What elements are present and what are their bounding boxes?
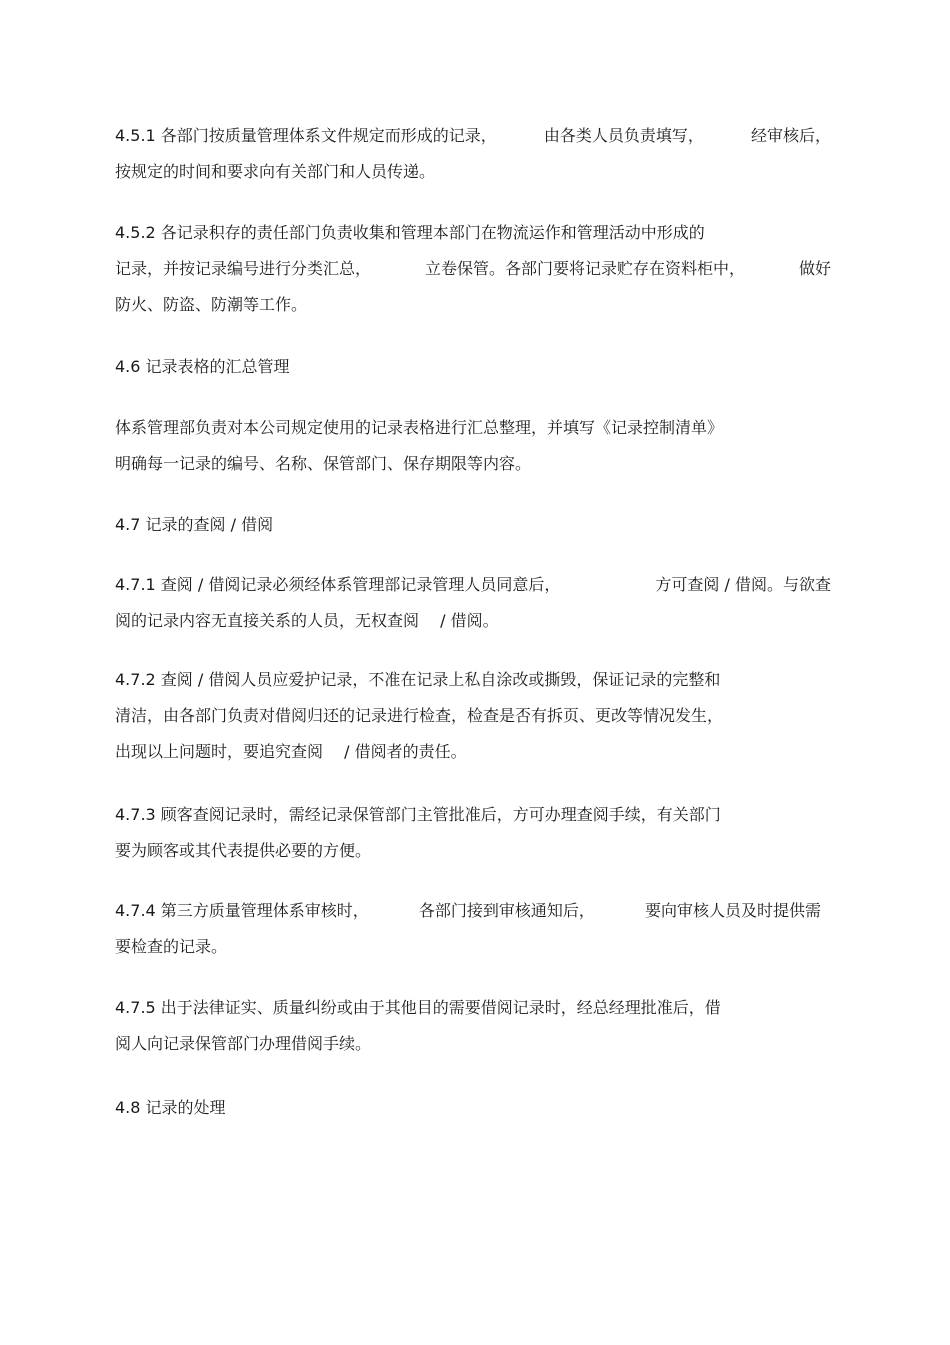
paragraph-4-7-1: [115, 567, 835, 639]
section-heading-4-6: [115, 349, 835, 385]
paragraph-4-7-2: [115, 662, 835, 770]
text-line: 4.5.2 各记录积存的责任部门负责收集和管理本部门在物流运作和管理活动中形成的: [115, 223, 705, 242]
text-line: 防火、防盗、防潮等工作。: [115, 295, 308, 314]
text-line: 由各类人员负责填写，: [543, 126, 704, 145]
paragraph-4-5-2: [115, 215, 835, 323]
text-line: 4.7.4 第三方质量管理体系审核时，: [115, 901, 369, 920]
section-heading-4-8: [115, 1090, 835, 1126]
text-line: 方可查阅 / 借阅。与欲查: [655, 575, 831, 594]
text-line: 4.7.1 查阅 / 借阅记录必须经体系管理部记录管理人员同意后，: [115, 575, 561, 594]
text-line: 要为顾客或其代表提供必要的方便。: [115, 841, 372, 860]
text-line: 4.5.1 各部门按质量管理体系文件规定而形成的记录，: [115, 126, 497, 145]
paragraph-4-5-1: [115, 118, 835, 190]
text-line: 做好: [798, 259, 831, 278]
text-line: 要向审核人员及时提供需: [644, 901, 821, 920]
text-line: 4.7.3 顾客查阅记录时，需经记录保管部门主管批准后，方可办理查阅手续，有关部门: [115, 805, 721, 824]
text-line: 各部门接到审核通知后，: [418, 901, 595, 920]
paragraph-4-7-3: [115, 797, 835, 869]
text-line: 记录，并按记录编号进行分类汇总，: [115, 259, 372, 278]
text-line: 清洁，由各部门负责对借阅归还的记录进行检查，检查是否有拆页、更改等情况发生，: [115, 706, 724, 725]
text-line: 阅的记录内容无直接关系的人员，无权查阅 / 借阅。: [115, 611, 499, 630]
text-line: 经审核后，: [750, 126, 831, 145]
text-line: 明确每一记录的编号、名称、保管部门、保存期限等内容。: [115, 454, 532, 473]
paragraph-4-7-5: [115, 990, 835, 1062]
text-line: 体系管理部负责对本公司规定使用的记录表格进行汇总整理，并填写《记录控制清单》: [115, 418, 724, 437]
heading-text: 4.7 记录的查阅 / 借阅: [115, 515, 274, 534]
paragraph-4-7-4: [115, 893, 835, 965]
paragraph-4-6: [115, 410, 835, 482]
heading-text: 4.6 记录表格的汇总管理: [115, 357, 290, 376]
text-line: 阅人向记录保管部门办理借阅手续。: [115, 1034, 372, 1053]
heading-text: 4.8 记录的处理: [115, 1098, 226, 1117]
text-line: 4.7.5 出于法律证实、质量纠纷或由于其他目的需要借阅记录时，经总经理批准后，借: [115, 998, 721, 1017]
text-line: 按规定的时间和要求向有关部门和人员传递。: [115, 162, 436, 181]
section-heading-4-7: [115, 507, 835, 543]
text-line: 立卷保管。各部门要将记录贮存在资料柜中，: [424, 259, 745, 278]
text-line: 4.7.2 查阅 / 借阅人员应爱护记录，不准在记录上私自涂改或撕毁，保证记录的完整和: [115, 670, 721, 689]
text-line: 出现以上问题时，要追究查阅 / 借阅者的责任。: [115, 742, 467, 761]
text-line: 要检查的记录。: [115, 937, 228, 956]
